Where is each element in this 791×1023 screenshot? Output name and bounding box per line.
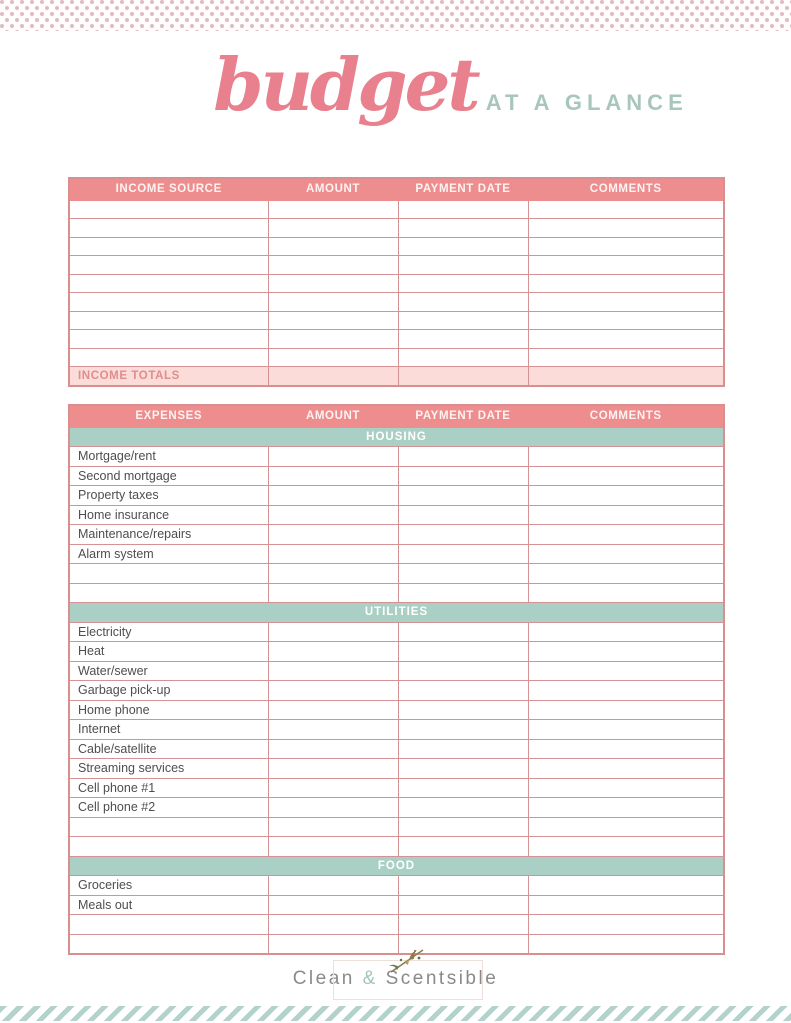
payment-date-cell (398, 293, 528, 312)
comments-cell (528, 293, 724, 312)
income-row (69, 237, 724, 256)
payment-date-cell (398, 486, 528, 506)
brand-footer (0, 948, 791, 1004)
income-source-cell (69, 311, 268, 330)
comments-cell (528, 837, 724, 857)
amount-cell (268, 219, 398, 238)
payment-date-cell (398, 739, 528, 759)
expense-label-cell: Cable/satellite (69, 739, 268, 759)
amount-cell (268, 486, 398, 506)
expense-row (69, 622, 724, 642)
expense-label-cell: Property taxes (69, 486, 268, 506)
comments-cell (528, 798, 724, 818)
expense-label-cell: Alarm system (69, 544, 268, 564)
comments-cell (528, 642, 724, 662)
payment-date-cell (398, 778, 528, 798)
title-caps-word: AT A GLANCE (485, 90, 688, 115)
payment-date-cell (398, 700, 528, 720)
comments-cell (528, 817, 724, 837)
amount-cell (268, 642, 398, 662)
expense-row (69, 895, 724, 915)
expense-label-cell: Cell phone #1 (69, 778, 268, 798)
expense-row (69, 583, 724, 603)
comments-cell (528, 700, 724, 720)
expense-row (69, 915, 724, 935)
amount-cell (268, 367, 398, 386)
expense-row (69, 661, 724, 681)
comments-cell (528, 915, 724, 935)
income-row (69, 348, 724, 367)
amount-cell (268, 256, 398, 275)
expense-row (69, 876, 724, 896)
comments-cell (528, 466, 724, 486)
page-title (55, 30, 791, 150)
income-source-cell (69, 237, 268, 256)
payment-date-cell (398, 915, 528, 935)
amount-cell (268, 798, 398, 818)
income-row (69, 200, 724, 219)
amount-cell (268, 661, 398, 681)
amount-cell (268, 330, 398, 349)
amount-cell (268, 778, 398, 798)
amount-cell (268, 895, 398, 915)
section-header-food (69, 856, 724, 876)
income-row (69, 274, 724, 293)
comments-cell (528, 237, 724, 256)
amount-cell (268, 544, 398, 564)
comments-cell (528, 622, 724, 642)
income-source-cell (69, 219, 268, 238)
income-row (69, 330, 724, 349)
amount-cell (268, 583, 398, 603)
column-header-income-source: INCOME SOURCE (69, 178, 268, 200)
expense-label-cell (69, 837, 268, 857)
section-header-housing (69, 427, 724, 447)
comments-cell (528, 739, 724, 759)
comments-cell (528, 256, 724, 275)
amount-cell (268, 739, 398, 759)
amount-cell (268, 700, 398, 720)
payment-date-cell (398, 895, 528, 915)
column-header-comments: COMMENTS (528, 405, 724, 427)
expense-row (69, 720, 724, 740)
amount-cell (268, 837, 398, 857)
expense-label-cell (69, 915, 268, 935)
comments-cell (528, 661, 724, 681)
payment-date-cell (398, 798, 528, 818)
payment-date-cell (398, 720, 528, 740)
income-totals-row (69, 367, 724, 386)
income-totals-label: INCOME TOTALS (69, 367, 268, 386)
section-header-label: FOOD (69, 856, 724, 876)
payment-date-cell (398, 661, 528, 681)
amount-cell (268, 681, 398, 701)
amount-cell (268, 466, 398, 486)
expense-row (69, 798, 724, 818)
amount-cell (268, 311, 398, 330)
expense-row (69, 447, 724, 467)
payment-date-cell (398, 837, 528, 857)
payment-date-cell (398, 330, 528, 349)
comments-cell (528, 219, 724, 238)
column-header-payment-date: PAYMENT DATE (398, 178, 528, 200)
title-script-word: budget (213, 42, 478, 127)
expense-label-cell: Maintenance/repairs (69, 525, 268, 545)
income-source-cell (69, 256, 268, 275)
comments-cell (528, 895, 724, 915)
payment-date-cell (398, 759, 528, 779)
amount-cell (268, 564, 398, 584)
expense-label-cell: Mortgage/rent (69, 447, 268, 467)
expense-label-cell: Heat (69, 642, 268, 662)
payment-date-cell (398, 256, 528, 275)
expense-row (69, 778, 724, 798)
expense-row (69, 681, 724, 701)
comments-cell (528, 681, 724, 701)
payment-date-cell (398, 447, 528, 467)
comments-cell (528, 759, 724, 779)
comments-cell (528, 505, 724, 525)
amount-cell (268, 817, 398, 837)
payment-date-cell (398, 583, 528, 603)
expense-label-cell: Meals out (69, 895, 268, 915)
column-header-expenses: EXPENSES (69, 405, 268, 427)
expense-row (69, 505, 724, 525)
payment-date-cell (398, 642, 528, 662)
expense-label-cell: Cell phone #2 (69, 798, 268, 818)
amount-cell (268, 274, 398, 293)
expense-row (69, 817, 724, 837)
botanical-sprig-icon (385, 948, 427, 974)
expenses-header-row (69, 405, 724, 427)
column-header-payment-date: PAYMENT DATE (398, 405, 528, 427)
comments-cell (528, 876, 724, 896)
income-row (69, 311, 724, 330)
column-header-amount: AMOUNT (268, 405, 398, 427)
expense-label-cell (69, 583, 268, 603)
expense-row (69, 525, 724, 545)
comments-cell (528, 367, 724, 386)
comments-cell (528, 778, 724, 798)
income-source-cell (69, 348, 268, 367)
payment-date-cell (398, 274, 528, 293)
income-source-cell (69, 330, 268, 349)
expense-row (69, 564, 724, 584)
comments-cell (528, 311, 724, 330)
payment-date-cell (398, 200, 528, 219)
expense-row (69, 544, 724, 564)
polka-dot-banner (0, 0, 791, 31)
payment-date-cell (398, 219, 528, 238)
expense-row (69, 837, 724, 857)
payment-date-cell (398, 681, 528, 701)
payment-date-cell (398, 564, 528, 584)
income-source-cell (69, 200, 268, 219)
payment-date-cell (398, 544, 528, 564)
expenses-table (68, 404, 725, 955)
comments-cell (528, 348, 724, 367)
payment-date-cell (398, 505, 528, 525)
payment-date-cell (398, 466, 528, 486)
amount-cell (268, 200, 398, 219)
income-table (68, 177, 725, 387)
expense-label-cell: Home insurance (69, 505, 268, 525)
expense-row (69, 759, 724, 779)
payment-date-cell (398, 367, 528, 386)
expense-label-cell: Second mortgage (69, 466, 268, 486)
section-header-utilities (69, 603, 724, 623)
section-header-label: HOUSING (69, 427, 724, 447)
payment-date-cell (398, 348, 528, 367)
amount-cell (268, 447, 398, 467)
payment-date-cell (398, 876, 528, 896)
amount-cell (268, 348, 398, 367)
comments-cell (528, 544, 724, 564)
amount-cell (268, 759, 398, 779)
comments-cell (528, 200, 724, 219)
amount-cell (268, 876, 398, 896)
income-source-cell (69, 274, 268, 293)
expense-label-cell (69, 564, 268, 584)
payment-date-cell (398, 817, 528, 837)
diagonal-stripe-banner (0, 1006, 791, 1021)
comments-cell (528, 564, 724, 584)
payment-date-cell (398, 237, 528, 256)
amount-cell (268, 505, 398, 525)
amount-cell (268, 293, 398, 312)
column-header-amount: AMOUNT (268, 178, 398, 200)
column-header-comments: COMMENTS (528, 178, 724, 200)
income-row (69, 256, 724, 275)
income-header-row (69, 178, 724, 200)
expense-label-cell: Streaming services (69, 759, 268, 779)
expense-label-cell: Garbage pick-up (69, 681, 268, 701)
amount-cell (268, 525, 398, 545)
income-source-cell (69, 293, 268, 312)
comments-cell (528, 525, 724, 545)
expense-row (69, 642, 724, 662)
comments-cell (528, 447, 724, 467)
brand-ampersand: & (362, 968, 378, 989)
comments-cell (528, 330, 724, 349)
amount-cell (268, 915, 398, 935)
expense-label-cell: Groceries (69, 876, 268, 896)
comments-cell (528, 486, 724, 506)
income-row (69, 219, 724, 238)
comments-cell (528, 274, 724, 293)
amount-cell (268, 237, 398, 256)
income-row (69, 293, 724, 312)
amount-cell (268, 720, 398, 740)
payment-date-cell (398, 311, 528, 330)
brand-word-2: Scentsible (385, 968, 499, 989)
expense-row (69, 486, 724, 506)
expense-label-cell: Electricity (69, 622, 268, 642)
expense-row (69, 739, 724, 759)
payment-date-cell (398, 525, 528, 545)
amount-cell (268, 622, 398, 642)
payment-date-cell (398, 622, 528, 642)
expense-row (69, 700, 724, 720)
expense-label-cell: Home phone (69, 700, 268, 720)
brand-word-1: Clean (292, 968, 355, 989)
comments-cell (528, 720, 724, 740)
expense-label-cell (69, 817, 268, 837)
comments-cell (528, 583, 724, 603)
expense-label-cell: Internet (69, 720, 268, 740)
section-header-label: UTILITIES (69, 603, 724, 623)
expense-row (69, 466, 724, 486)
expense-label-cell: Water/sewer (69, 661, 268, 681)
